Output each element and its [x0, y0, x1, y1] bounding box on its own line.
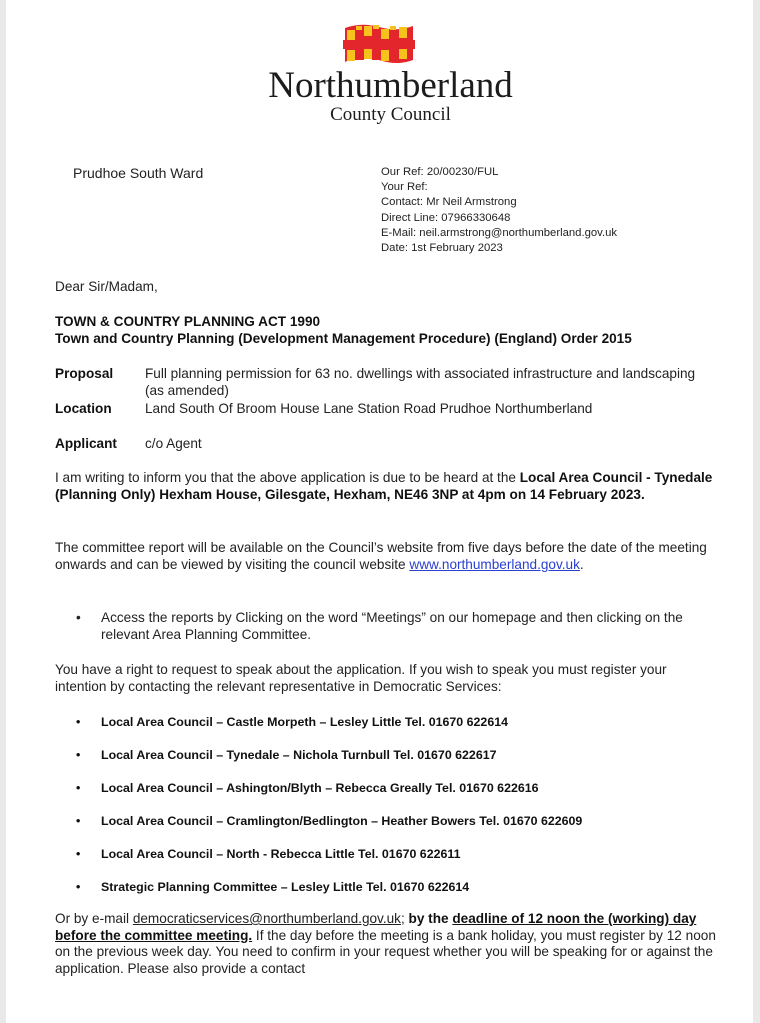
access-reports-bullet [76, 610, 716, 644]
proposal-value: Full planning permission for 63 no. dwellings with associated infrastructure and landscaping (as amended) [145, 366, 696, 398]
deadline-details: If the day before the meeting is a bank holiday, you must register by 12 noon on the previous week day. You need to confirm in your request whether you will be speaking for or against the application. Please also provide a contact [55, 927, 716, 976]
your-ref: Your Ref: [381, 181, 428, 194]
bullet-icon: • [76, 610, 81, 625]
bullet-icon: • [76, 781, 81, 795]
hearing-venue-date: Local Area Council - Tynedale (Planning Only) Hexham House, Gilesgate, Hexham, NE46 3NP at 4pm on 14 February 2023. [55, 470, 713, 502]
bullet-icon: • [76, 715, 81, 729]
hearing-intro: I am writing to inform you that the above application is due to be heard at the [55, 470, 520, 485]
council-website-link[interactable]: www.northumberland.gov.uk [409, 556, 580, 572]
direct-line: Direct Line: 07966330648 [381, 211, 511, 224]
bullet-icon: • [76, 847, 81, 861]
email-deadline-paragraph: Or by e-mail democraticservices@northumberland.gov.uk; by the deadline of 12 noon the (working) day before the committee meeting. If the day before the meeting is a bank holiday, you must register by 12 noon on the previous week day. You need to confirm in your request whether you will be speaking for or against the application. Please also provide a contact [55, 911, 716, 976]
access-reports-text: Access the reports by Clicking on the word “Meetings” on our homepage and then clicking on the relevant Area Planning Committee. [101, 610, 683, 642]
bullet-icon: • [76, 880, 81, 894]
report-period: . [579, 556, 584, 572]
ward-name: Prudhoe South Ward [73, 165, 204, 181]
hearing-paragraph [55, 470, 715, 503]
our-ref: Our Ref: 20/00230/FUL [381, 166, 499, 178]
letter-page: Northumberland County Council Prudhoe South Ward Our Ref: 20/00230/FUL Your Ref: Contact: Mr Neil Armstrong Direct Line: 07966330648 E-Mail: neil.armstrong@northumberland.gov.uk Date: 1st February 2023 Dear Sir/Madam, TOWN & COUNTRY PLANNING ACT 1990 Town and Country Planning (Development Management Procedure) (England) Order 2015 Proposal Full planning permission for 63 no. dwellings with associated infrastructure and landscaping (as amended) Location Land South Of Broom House Lane Station Road Prudhoe Northumberland Applicant c/o Agent I am writing to inform you that the above application is due to be heard at the Local Area Council - Tynedale (Planning Only) Hexham House, Gilesgate, Hexham, NE46 3NP at 4pm on 14 February 2023. The committee report will be available on the Council’s website from five days before the date of the meeting onwards and can be viewed by visiting the council website www.northumberland.gov.uk. • Access the reports by Clicking on the word “Meetings” on our homepage and then clicking on the relevant Area Planning Committee. You have a right to request to speak about the application. If you wish to speak you must register your intention by contacting the relevant representative in Democratic Services: • Local Area Council – Castle Morpeth – Lesley Little Tel. 01670 622614 • Local Area Council – Tynedale – Nichola Turnbull Tel. 01670 622617 • Local Area Council – Ashington/Blyth – Rebecca Greally Tel. 01670 622616 • Local Area Council – Cramlington/Bedlington – Heather Bowers Tel. 01670 622609 • Local Area Council – North - Rebecca Little Tel. 01670 622611 • Strategic Planning Committee – Lesley Little Tel. 01670 622614 Or by e-mail democraticservices@northumberland.gov.uk; by the deadline of 12 noon the (working) day before the committee meeting. If the day before the meeting is a bank holiday, you must register by 12 noon on the previous week day. You need to confirm in your request whether you will be speaking for or against the application. Please also provide a contact [6, 0, 753, 1023]
letter-date: Date: 1st February 2023 [381, 242, 503, 255]
right-to-speak-paragraph: You have a right to request to speak about the application. If you wish to speak you must register your intention by contacting the relevant representative in Democratic Services: [55, 662, 667, 694]
report-text: The committee report will be available on the Council’s website from five days before the date of the meeting onwards and can be viewed by visiting the council website [55, 540, 707, 572]
location-value: Land South Of Broom House Lane Station Road Prudhoe Northumberland [145, 401, 593, 416]
contact-email: E-Mail: neil.armstrong@northumberland.gov.uk [381, 226, 618, 239]
location-label: Location [55, 401, 112, 416]
bullet-icon: • [76, 748, 81, 762]
applicant-label: Applicant [55, 436, 117, 451]
council-name: Northumberland [268, 65, 513, 106]
bullet-icon: • [76, 814, 81, 828]
democratic-services-email-link[interactable]: democraticservices@northumberland.gov.uk [132, 911, 401, 926]
report-paragraph [55, 540, 715, 573]
order-title: Town and Country Planning (Development Management Procedure) (England) Order 2015 [55, 331, 632, 346]
salutation: Dear Sir/Madam, [55, 279, 158, 294]
contact-name: Contact: Mr Neil Armstrong [381, 196, 517, 209]
proposal-label: Proposal [55, 366, 114, 381]
reference-block [381, 165, 617, 256]
applicant-value: c/o Agent [145, 436, 202, 451]
northumberland-flag-logo-icon [343, 22, 415, 66]
act-title: TOWN & COUNTRY PLANNING ACT 1990 [55, 314, 321, 329]
deadline-text: deadline of 12 noon the (working) day before the committee meeting. [55, 911, 697, 943]
council-subtitle: County Council [330, 104, 451, 125]
